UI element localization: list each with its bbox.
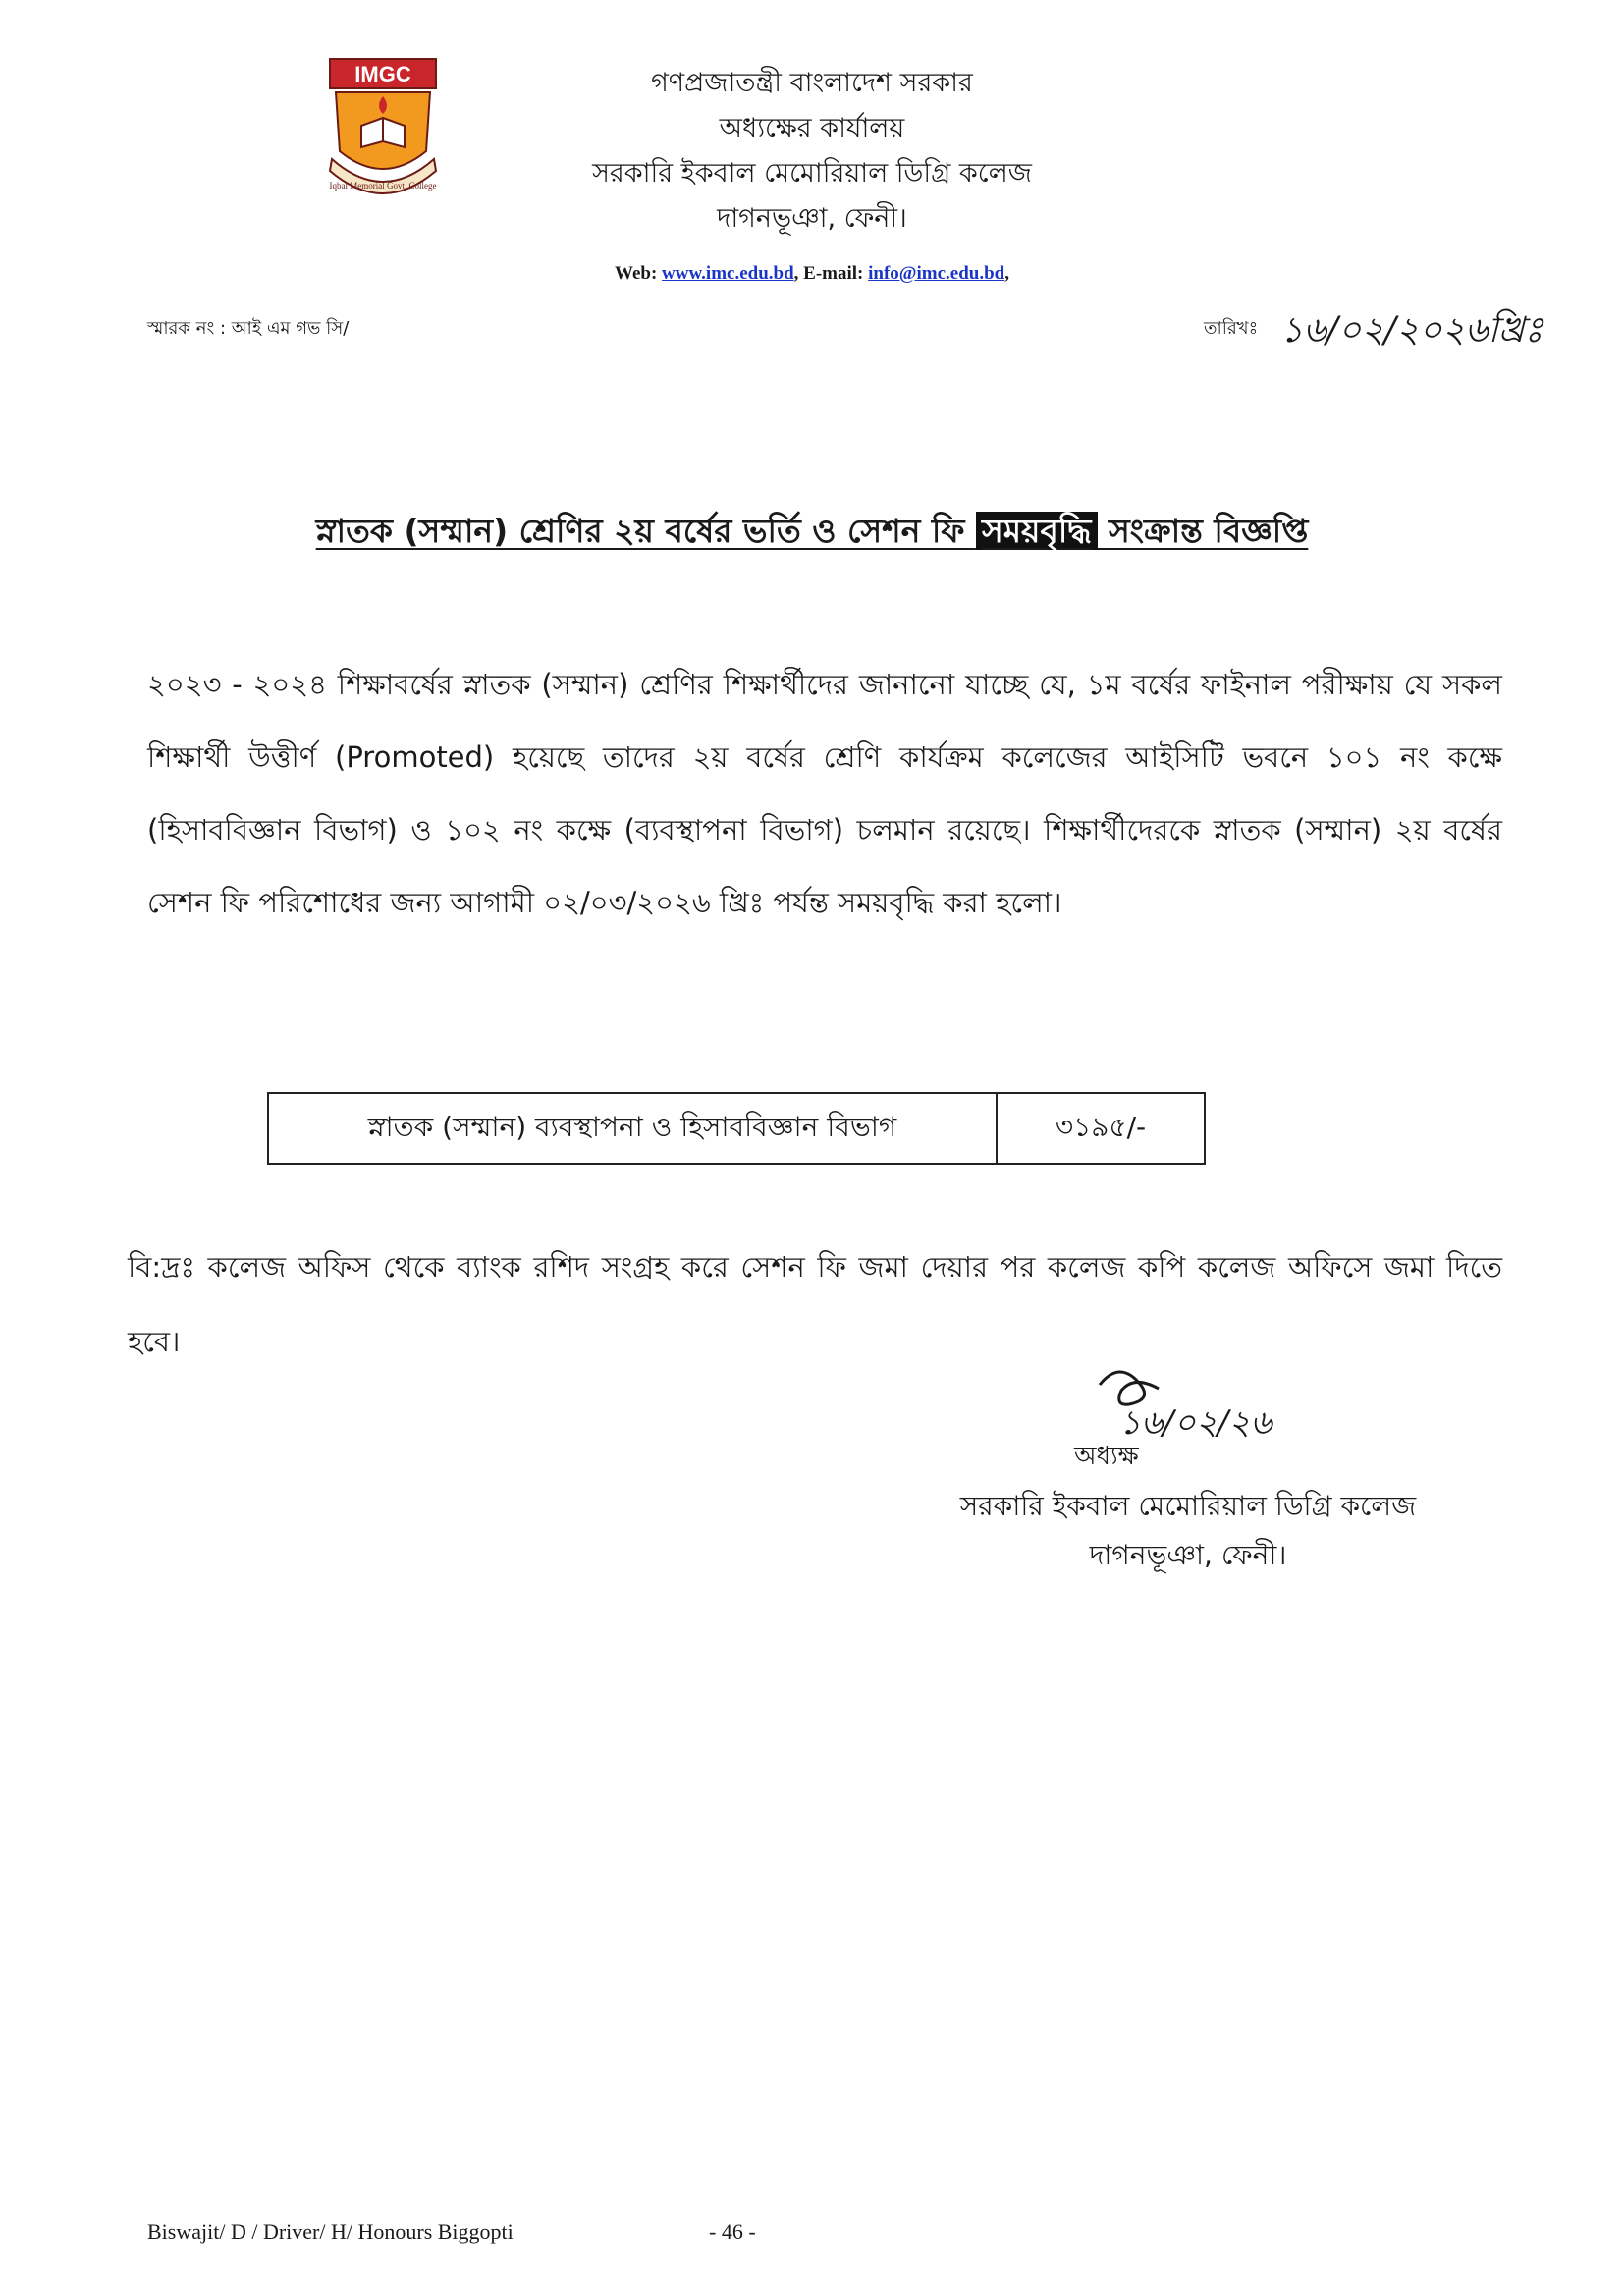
svg-text:১৬/০২/২৬: ১৬/০২/২৬: [1119, 1403, 1272, 1443]
svg-text:১৬/০২/২০২৬খ্রিঃ: ১৬/০২/২০২৬খ্রিঃ: [1280, 310, 1543, 351]
title-highlight: সময়বৃদ্ধি: [976, 512, 1098, 550]
email-link[interactable]: info@imc.edu.bd: [868, 263, 1005, 284]
email-suffix: ,: [1004, 263, 1009, 284]
fee-department: স্নাতক (সম্মান) ব্যবস্থাপনা ও হিসাববিজ্ঞান বিভাগ: [269, 1094, 998, 1163]
notice-title: [147, 506, 1477, 561]
svg-text:Iqbal Memorial Govt. College: Iqbal Memorial Govt. College: [329, 181, 437, 191]
notice-note: বি:দ্রঃ কলেজ অফিস থেকে ব্যাংক রশিদ সংগ্রহ করে সেশন ফি জমা দেয়ার পর কলেজ কপি কলেজ অফিসে জমা দিতে হবে।: [128, 1250, 1502, 1358]
contact-line: [491, 263, 1133, 285]
signature-title: অধ্যক্ষ: [1074, 1442, 1139, 1471]
svg-text:IMGC: IMGC: [354, 62, 411, 86]
college-name: সরকারি ইকবাল মেমোরিয়াল ডিগ্রি কলেজ: [592, 158, 1032, 189]
title-prefix: স্নাতক (সম্মান) শ্রেণির ২য় বর্ষের ভর্তি ও সেশন ফি: [315, 512, 976, 550]
fee-amount: ৩১৯৫/-: [1055, 1110, 1147, 1143]
notice-body: ২০২৩ - ২০২৪ শিক্ষাবর্ষের স্নাতক (সম্মান) শ্রেণির শিক্ষার্থীদের জানানো যাচ্ছে যে, ১ম বর্ষের ফাইনাল পরীক্ষায় যে সকল শিক্ষার্থী উত্তীর্ণ (Promoted) হয়েছে তাদের ২য় বর্ষের শ্রেণি কার্যক্রম কলেজের আইসিটি ভবনে ১০১ নং কক্ষে (হিসাববিজ্ঞান বিভাগ) ও ১০২ নং কক্ষে (ব্যবস্থাপনা বিভাগ) চলমান রয়েছে। শিক্ষার্থীদেরকে স্নাতক (সম্মান) ২য় বর্ষের সেশন ফি পরিশোধের জন্য আগামী ০২/০৩/২০২৬ খ্রিঃ পর্যন্ত সময়বৃদ্ধি করা হলো।: [147, 668, 1502, 919]
college-logo: [322, 57, 444, 204]
office-name: অধ্যক্ষের কার্যালয়: [719, 113, 905, 143]
fee-table: [267, 1092, 1206, 1165]
email-label: , E-mail:: [793, 263, 864, 284]
website-link[interactable]: www.imc.edu.bd: [662, 263, 794, 284]
title-suffix: সংক্রান্ত বিজ্ঞপ্তি: [1097, 512, 1309, 550]
government-name: গণপ্রজাতন্ত্রী বাংলাদেশ সরকার: [651, 68, 973, 98]
date-label: তারিখঃ: [1204, 318, 1259, 339]
footer-path: Biswajit/ D / Driver/ H/ Honours Biggopti: [147, 2219, 514, 2244]
memo-number: স্মারক নং : আই এম গভ সি/: [147, 318, 350, 339]
signature-college: সরকারি ইকবাল মেমোরিয়াল ডিগ্রি কলেজ: [959, 1490, 1417, 1522]
web-label: Web:: [615, 263, 658, 284]
signature-address: দাগনভূঞা, ফেনী।: [1089, 1539, 1287, 1571]
college-address: দাগনভূঞা, ফেনী।: [717, 203, 907, 234]
page-number: - 46 -: [709, 2219, 756, 2244]
handwritten-date: [1276, 299, 1600, 357]
